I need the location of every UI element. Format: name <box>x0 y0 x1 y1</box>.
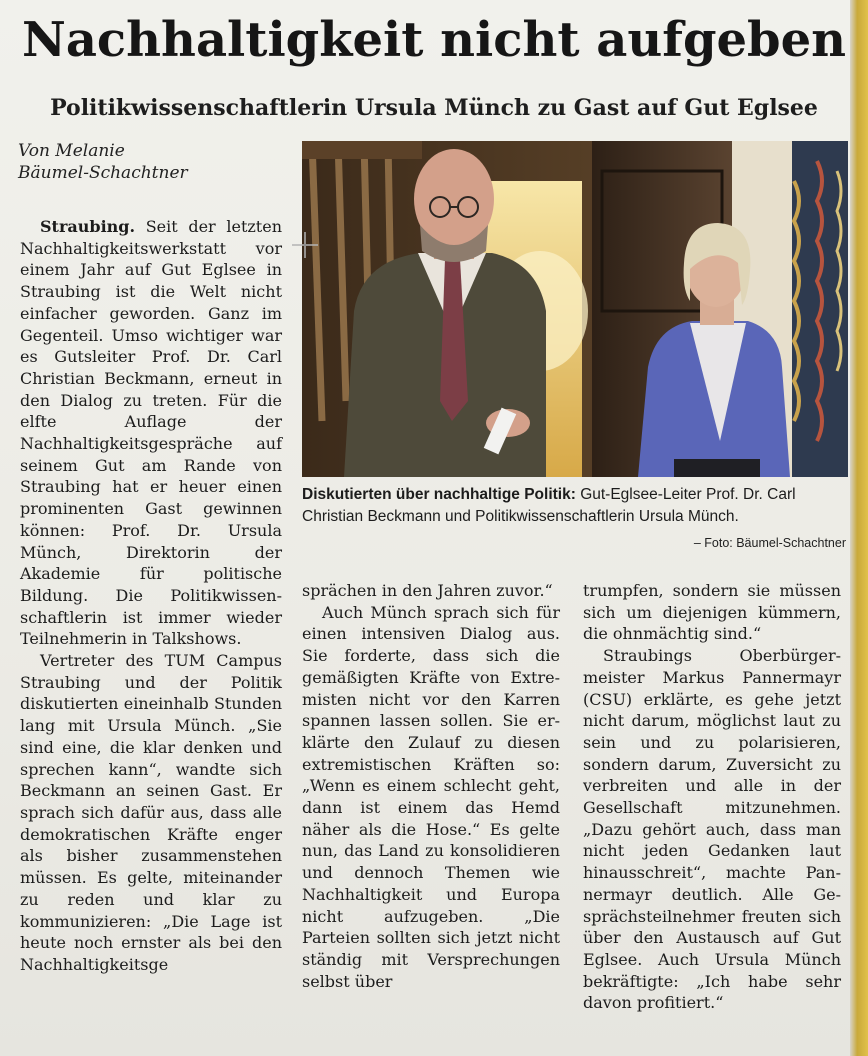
subheadline: Politikwissenschaftlerin Ursula Münch zu Gast auf Gut Eglsee <box>50 95 818 121</box>
crosshair-cursor-icon <box>292 232 318 258</box>
article-column-3 <box>583 580 841 1014</box>
byline-line-1: Von Melanie <box>18 141 125 161</box>
paragraph-intro-text: Seit der letzten Nachhaltigkeitswerkstatt vor einem Jahr auf Gut Eglsee in Straubing ist die Welt nicht einfacher geworden. Ganz im Gegenteil. Umso wichtiger war es Gutsleiter Prof. Dr. Carl Christian Beckmann, erneut in den Dialog zu treten. Für die elfte Auflage der Nachhaltigkeitsgespräche auf seinem Gut am Rande von Straubing hat er heuer einen prominenten Gast gewinnen können: Prof. Dr. Ursula Münch, Direktorin der Akademie für politische Bildung. Die Politikwissenschaftlerin ist immer wieder Teilnehmerin in Talkshows. <box>20 217 283 649</box>
page-edge <box>850 0 868 1056</box>
paragraph-discussion: Vertreter des TUM Campus Straubing und der Politik diskutierten eineinhalb Stunden lang mit Ursula Münch. „Sie sind eine, die klar denken und sprechen kann“, wandte sich Beckmann an seinen Gast. Er sprach sich dafür aus, dass alle demokratischen Kräfte enger als bisher zusammenstehen müssen. Es gelte, miteinander zu reden und klar zu kommunizieren: „Die Lage ist heute noch ernster als bei den Nachhaltigkeitsge <box>20 651 282 974</box>
paragraph-continued-2: trumpfen, sondern sie müssen sich um diejenigen kümmern, die ohnmächtig sind.“ <box>583 581 841 644</box>
photo-caption <box>302 484 848 528</box>
dateline: Straubing. <box>40 217 136 236</box>
byline-line-2: Bäumel-Schachtner <box>18 163 188 183</box>
paragraph-pannermayr: Straubings Oberbürgermeister Markus Pannermayr (CSU) erklärte, es gehe jetzt nicht darum, möglichst laut zu sein und zu polarisieren, sondern darum, Zuversicht zu verbreiten und alle in der Gesellschaft mitzunehmen. „Dazu gehört auch, dass man nicht jeden Gedanken laut hinausschreit“, machte Pannermayr deutlich. Alle Gesprächsteilnehmer freuten sich über den Austausch auf Gut Eglsee. Auch Ursula Münch bekräftigte: „Ich habe sehr davon profitiert.“ <box>583 646 841 1013</box>
paragraph-muench: Auch Münch sprach sich für einen intensiven Dialog aus. Sie forderte, dass sich die gemäßigten Kräfte von Extremisten nicht vor den Karren spannen lassen sollen. Sie erklärte den Zulauf zu diesen extremistischen Kräften so: „Wenn es einem schlecht geht, dann ist einem das Hemd näher als die Hose.“ Es gelte nun, das Land zu konsolidieren und dennoch Themen wie Nachhaltigkeit und Europa nicht aufzugeben. „Die Parteien sollten sich jetzt nicht ständig mit Versprechungen selbst über <box>302 602 560 991</box>
paragraph-intro <box>20 216 282 650</box>
paragraph-continued: sprächen in den Jahren zuvor.“ <box>302 581 553 600</box>
article-column-1 <box>20 216 282 976</box>
caption-lead: Diskutierten über nachhaltige Politik: <box>302 486 576 503</box>
byline <box>18 140 288 184</box>
caption-text: Gut-Eglsee-Leiter Prof. Dr. Carl Christian Beckmann und Politikwissenschaftlerin Ursula Münch. <box>302 486 796 525</box>
photo-illustration <box>302 141 848 477</box>
curtain <box>792 141 848 477</box>
headline: Nachhaltigkeit nicht aufgeben <box>21 12 847 68</box>
article-photo <box>302 141 848 477</box>
article-column-2 <box>302 580 560 992</box>
photo-credit: – Foto: Bäumel-Schachtner <box>693 536 846 550</box>
